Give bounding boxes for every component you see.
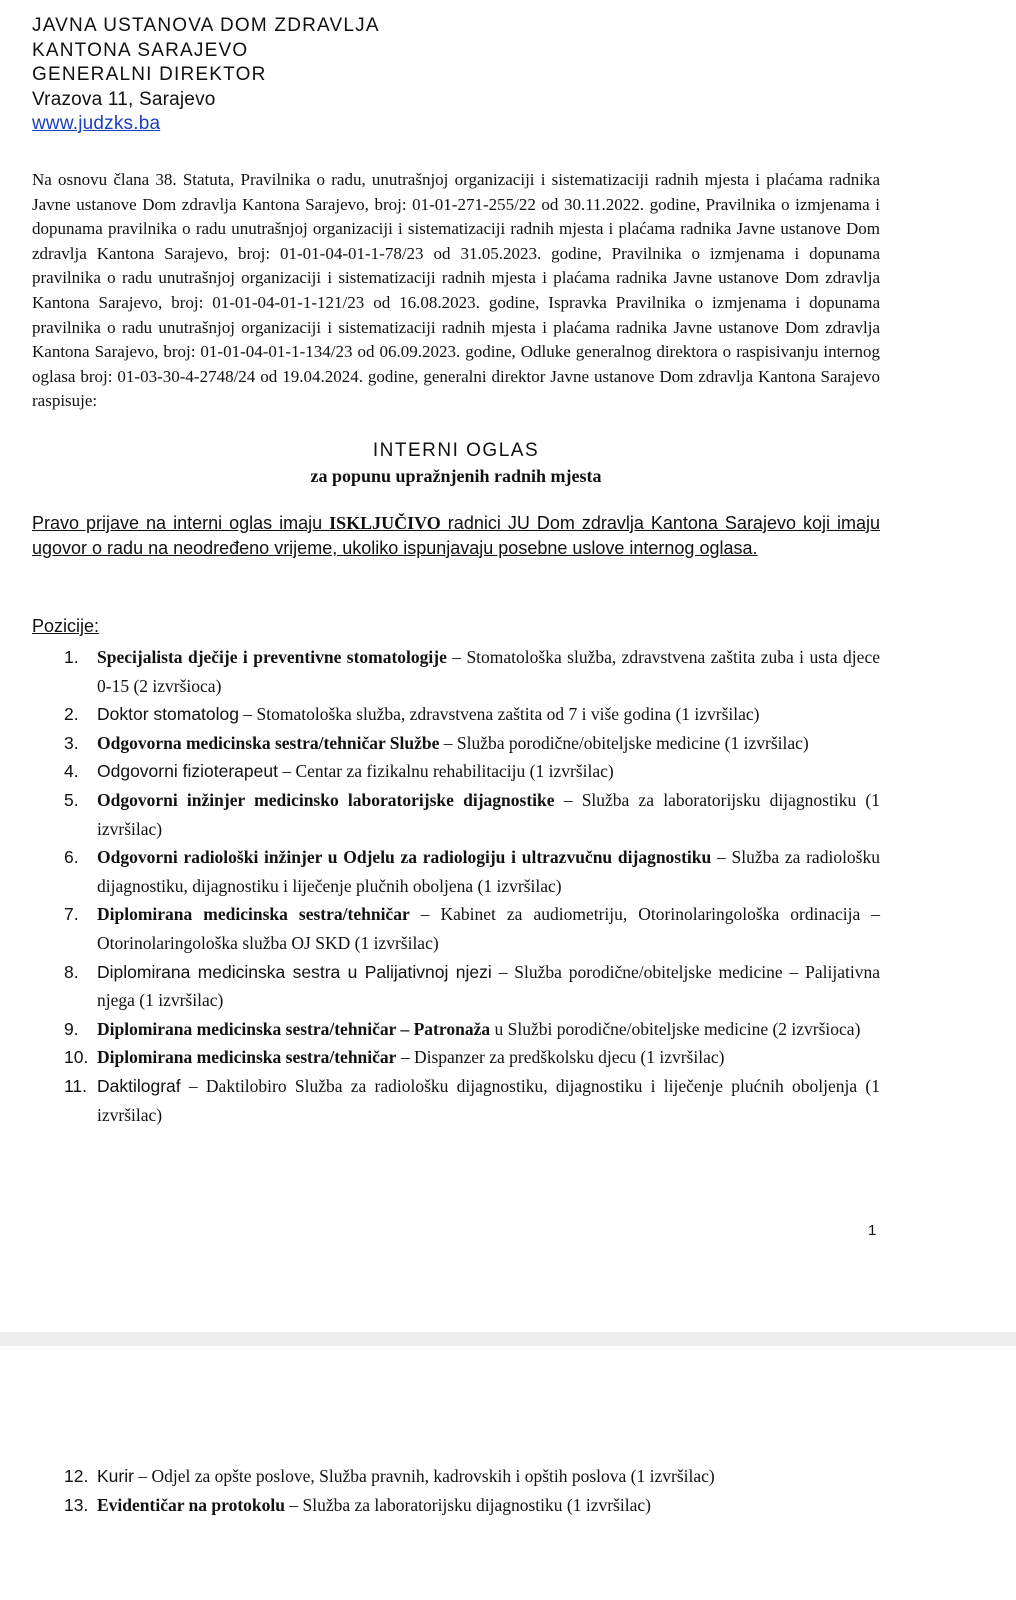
position-number: 12.	[64, 1466, 89, 1486]
position-number: 9.	[64, 1018, 79, 1039]
position-item	[64, 843, 880, 900]
position-item	[64, 1043, 880, 1072]
position-item	[64, 700, 880, 729]
notice-part-1: Pravo prijave na interni oglas imaju	[32, 513, 330, 533]
position-role: Odgovorni radiološki inžinjer u Odjelu za radiologiju i ultrazvučnu dijagnostiku	[97, 847, 712, 868]
position-role: Specijalista dječije i preventivne stomatologije	[97, 647, 447, 667]
position-role: Daktilograf	[97, 1075, 181, 1096]
position-role: Doktor stomatolog	[97, 704, 240, 725]
position-item	[64, 786, 880, 843]
institution-name-line-2: KANTONA SARAJEVO	[32, 39, 249, 61]
position-role: Kurir	[97, 1466, 134, 1486]
position-number: 3.	[64, 732, 79, 753]
position-details: – Služba za laboratorijsku dijagnostiku (1 izvršilac)	[97, 789, 880, 839]
position-number: 2.	[64, 704, 79, 725]
announcement-subtitle: za popunu upražnjenih radnih mjesta	[310, 466, 602, 486]
position-number: 8.	[64, 961, 79, 982]
position-number: 5.	[64, 789, 79, 810]
position-role: Diplomirana medicinska sestra u Palijativnoj njezi	[97, 961, 492, 982]
position-details: – Kabinet za audiometriju, Otorinolaringološka ordinacija – Otorinolaringološka služba OJ SKD (1 izvršilac)	[97, 904, 880, 953]
position-number: 6.	[64, 847, 79, 868]
page-separator	[0, 1332, 1016, 1346]
institution-header	[32, 14, 380, 137]
position-item	[64, 729, 880, 758]
position-role: Diplomirana medicinska sestra/tehničar – Patronaža	[97, 1018, 491, 1039]
positions-list-continued	[64, 1462, 880, 1519]
notice-emphasis: ISKLJUČIVO	[329, 513, 441, 533]
position-details: – Dispanzer za predškolsku djecu (1 izvršilac)	[396, 1047, 725, 1068]
position-number: 1.	[64, 647, 79, 667]
position-details: u Službi porodične/obiteljske medicine (2 izvršioca)	[490, 1018, 861, 1039]
position-item	[64, 1072, 880, 1129]
institution-address: Vrazova 11, Sarajevo	[32, 88, 216, 110]
announcement-title-block	[0, 438, 912, 489]
position-item	[64, 1462, 880, 1491]
positions-list	[64, 643, 880, 1129]
position-details: – Služba porodične/obiteljske medicine – Palijativna njega (1 izvršilac)	[97, 961, 880, 1011]
position-item	[64, 1015, 880, 1044]
position-number: 11.	[64, 1075, 88, 1096]
position-details: – Stomatološka služba, zdravstvena zaštita od 7 i više godina (1 izvršilac)	[239, 704, 760, 725]
position-item	[64, 757, 880, 786]
position-details: – Služba za radiološku dijagnostiku, dijagnostiku i liječenje plučnih oboljena (1 izvršilac)	[97, 847, 880, 896]
website-link[interactable]: www.judzks.ba	[32, 113, 161, 134]
announcement-title: INTERNI OGLAS	[372, 440, 540, 461]
position-number: 10.	[64, 1047, 89, 1068]
position-item	[64, 958, 880, 1015]
page-number: 1	[868, 1222, 877, 1239]
position-details: – Odjel za opšte poslove, Služba pravnih, kadrovskih i opštih poslova (1 izvršilac)	[133, 1466, 715, 1486]
position-item	[64, 1491, 880, 1520]
institution-name-line-1: JAVNA USTANOVA DOM ZDRAVLJA	[32, 15, 380, 36]
position-role: Odgovorni inžinjer medicinsko laboratorijske dijagnostike	[97, 789, 555, 810]
legal-preamble: Na osnovu člana 38. Statuta, Pravilnika o radu, unutrašnjoj organizaciji i sistematizaciji radnih mjesta i plaćama radnika Javne ustanove Dom zdravlja Kantona Sarajevo, broj: 01-01-271-255/22 od 30.11.2022. godine, Pravilnika o izmjenama i dopunama pravilnika o radu unutrašnjoj organizaciji i sistematizaciji radnih mjesta i plaćama radnika Javne ustanove Dom zdravlja Kantona Sarajevo, broj: 01-01-04-01-1-78/23 od 31.05.2023. godine, Pravilnika o izmjenama i dopunama pravilnika o radu unutrašnjoj organizaciji i sistematizaciji radnih mjesta i plaćama radnika Javne ustanove Dom zdravlja Kantona Sarajevo, broj: 01-01-04-01-1-121/23 od 16.08.2023. godine, Ispravka Pravilnika o izmjenama i dopunama pravilnika o radu unutrašnjoj organizaciji i sistematizaciji radnih mjesta i plaćama radnika Javne ustanove Dom zdravlja Kantona Sarajevo, broj: 01-01-04-01-1-134/23 od 06.09.2023. godine, Odluke generalnog direktora o raspisivanju internog oglasa broj: 01-03-30-4-2748/24 od 19.04.2024. godine, generalni direktor Javne ustanove Dom zdravlja Kantona Sarajevo raspisuje:	[32, 170, 880, 411]
position-number: 4.	[64, 761, 79, 782]
position-item	[64, 643, 880, 700]
position-role: Odgovorni fizioterapeut	[97, 761, 278, 782]
position-number: 13.	[64, 1494, 89, 1515]
position-role: Diplomirana medicinska sestra/tehničar	[97, 1047, 397, 1068]
position-role: Diplomirana medicinska sestra/tehničar	[97, 904, 410, 925]
positions-heading: Pozicije:	[32, 616, 100, 636]
position-details: – Služba porodične/obiteljske medicine (1 izvršilac)	[439, 732, 809, 753]
position-role: Odgovorna medicinska sestra/tehničar Službe	[97, 732, 440, 753]
position-item	[64, 900, 880, 957]
position-details: – Centar za fizikalnu rehabilitaciju (1 izvršilac)	[277, 761, 614, 782]
position-number: 7.	[64, 904, 79, 925]
eligibility-notice	[32, 511, 880, 561]
notice-part-2: radnici JU Dom zdravlja Kantona Sarajevo koji imaju ugovor o radu na neodređeno vrijeme, ukoliko ispunjavaju posebne uslove internog oglasa.	[32, 513, 880, 558]
position-details: – Daktilobiro Služba za radiološku dijagnostiku, dijagnostiku i liječenje plućnih oboljenja (1 izvršilac)	[97, 1075, 880, 1125]
position-details: – Služba za laboratorijsku dijagnostiku (1 izvršilac)	[285, 1494, 651, 1515]
position-role: Evidentičar na protokolu	[97, 1494, 285, 1515]
position-details: – Stomatološka služba, zdravstvena zaštita zuba i usta djece 0-15 (2 izvršioca)	[97, 647, 880, 696]
institution-office: GENERALNI DIREKTOR	[32, 64, 267, 85]
